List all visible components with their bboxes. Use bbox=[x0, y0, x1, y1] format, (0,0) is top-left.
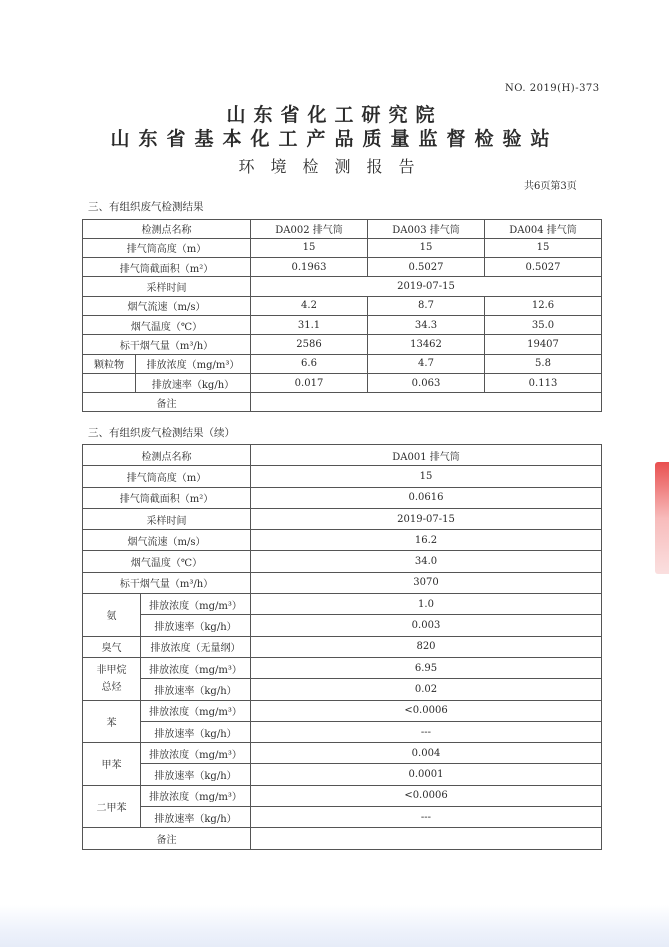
section2-title: 三、有组织废气检测结果（续） bbox=[88, 427, 235, 439]
pollutant-label: 氨 bbox=[83, 594, 141, 637]
table-row bbox=[83, 743, 602, 764]
row-label: 排气筒高度（m） bbox=[83, 238, 251, 257]
table-row bbox=[83, 551, 602, 572]
row-label: 备注 bbox=[83, 828, 251, 849]
table-row bbox=[83, 721, 602, 742]
table-cell: 4.7 bbox=[368, 354, 485, 373]
table-row bbox=[83, 594, 602, 615]
table-cell: 3070 bbox=[251, 572, 602, 593]
table-cell: 34.3 bbox=[368, 315, 485, 334]
row-label: 排放速率（kg/h） bbox=[141, 615, 251, 636]
table-cell: 31.1 bbox=[251, 315, 368, 334]
table-cell: 0.5027 bbox=[368, 258, 485, 277]
row-label: 烟气温度（℃） bbox=[83, 551, 251, 572]
table-cell: 15 bbox=[485, 238, 602, 257]
row-label: 排放浓度（mg/m³） bbox=[146, 360, 240, 372]
table-cell: 0.063 bbox=[368, 373, 485, 392]
row-label: 标干烟气量（m³/h） bbox=[83, 335, 251, 354]
row-label: 检测点名称 bbox=[83, 219, 251, 238]
table-row bbox=[83, 764, 602, 785]
row-label: 检测点名称 bbox=[83, 445, 251, 466]
row-label: 排放浓度（mg/m³） bbox=[141, 785, 251, 806]
table-cell: 15 bbox=[251, 466, 602, 487]
page-info: 共6页第3页 bbox=[524, 181, 577, 192]
table-row bbox=[83, 373, 602, 392]
row-label: 排放浓度（mg/m³） bbox=[141, 594, 251, 615]
row-label: 排放浓度（无量纲） bbox=[141, 636, 251, 657]
pollutant-label bbox=[83, 657, 141, 700]
table-cell: 1.0 bbox=[251, 594, 602, 615]
table-cell: DA003 排气筒 bbox=[368, 219, 485, 238]
table-cell: 0.003 bbox=[251, 615, 602, 636]
table-cell: 35.0 bbox=[485, 315, 602, 334]
table-row bbox=[83, 615, 602, 636]
pm-label: 颗粒物 bbox=[83, 355, 136, 373]
table-row bbox=[83, 219, 602, 238]
table-cell: 0.1963 bbox=[251, 258, 368, 277]
exhaust-results-table-1 bbox=[82, 219, 602, 412]
scan-bottom-band bbox=[0, 905, 669, 947]
table-row bbox=[83, 785, 602, 806]
table-row bbox=[83, 657, 602, 678]
note-cell bbox=[251, 828, 602, 849]
table-cell: 0.5027 bbox=[485, 258, 602, 277]
row-label: 排放浓度（mg/m³） bbox=[141, 657, 251, 678]
table-cell: --- bbox=[251, 721, 602, 742]
row-label: 排气筒高度（m） bbox=[83, 466, 251, 487]
row-label: 烟气流速（m/s） bbox=[83, 296, 251, 315]
table-cell: 2019-07-15 bbox=[251, 508, 602, 529]
table-cell: --- bbox=[251, 807, 602, 828]
table-row bbox=[83, 572, 602, 593]
table-cell: 4.2 bbox=[251, 296, 368, 315]
table-cell: 15 bbox=[251, 238, 368, 257]
table-row bbox=[83, 258, 602, 277]
table-cell: 34.0 bbox=[251, 551, 602, 572]
table-cell: DA004 排气筒 bbox=[485, 219, 602, 238]
table-row bbox=[83, 335, 602, 354]
table-cell: <0.0006 bbox=[251, 700, 602, 721]
pm-label-group bbox=[83, 354, 251, 373]
pollutant-label: 苯 bbox=[83, 700, 141, 743]
table-row bbox=[83, 445, 602, 466]
row-label: 排气筒截面积（m²） bbox=[83, 258, 251, 277]
row-label: 备注 bbox=[83, 393, 251, 412]
row-label: 采样时间 bbox=[83, 508, 251, 529]
pm-label-spacer bbox=[83, 374, 136, 392]
table-cell: <0.0006 bbox=[251, 785, 602, 806]
pollutant-label: 二甲苯 bbox=[83, 785, 141, 828]
institute-title: 山东省化工研究院 bbox=[226, 104, 443, 126]
row-label: 标干烟气量（m³/h） bbox=[83, 572, 251, 593]
table-cell: 12.6 bbox=[485, 296, 602, 315]
note-cell bbox=[251, 393, 602, 412]
table-cell: 2019-07-15 bbox=[251, 277, 602, 296]
table-row bbox=[83, 530, 602, 551]
table-cell: 6.6 bbox=[251, 354, 368, 373]
table-row bbox=[83, 807, 602, 828]
row-label: 排放速率（kg/h） bbox=[141, 807, 251, 828]
row-label: 排气筒截面积（m²） bbox=[83, 487, 251, 508]
section1-title: 三、有组织废气检测结果 bbox=[88, 201, 204, 213]
table-row bbox=[83, 277, 602, 296]
table-row bbox=[83, 487, 602, 508]
pollutant-label: 甲苯 bbox=[83, 743, 141, 786]
table-row bbox=[83, 296, 602, 315]
table-row bbox=[83, 354, 602, 373]
report-number: NO. 2019(H)-373 bbox=[505, 83, 600, 94]
pollutant-label-text: 非甲烷总烃 bbox=[96, 664, 127, 693]
table-row bbox=[83, 238, 602, 257]
row-label: 烟气温度（℃） bbox=[83, 315, 251, 334]
row-label: 采样时间 bbox=[83, 277, 251, 296]
row-label: 烟气流速（m/s） bbox=[83, 530, 251, 551]
row-label: 排放速率（kg/h） bbox=[141, 721, 251, 742]
table-cell: 16.2 bbox=[251, 530, 602, 551]
table-cell: 0.0001 bbox=[251, 764, 602, 785]
table-cell: DA002 排气筒 bbox=[251, 219, 368, 238]
table-row bbox=[83, 315, 602, 334]
row-label: 排放浓度（mg/m³） bbox=[141, 743, 251, 764]
table-row bbox=[83, 508, 602, 529]
table-cell: 820 bbox=[251, 636, 602, 657]
row-label: 排放速率（kg/h） bbox=[141, 679, 251, 700]
report-title: 环境检测报告 bbox=[238, 157, 431, 176]
table-row bbox=[83, 700, 602, 721]
table-cell: 0.02 bbox=[251, 679, 602, 700]
seal-stamp-edge bbox=[655, 462, 669, 574]
station-title: 山东省基本化工产品质量监督检验站 bbox=[110, 128, 559, 150]
table-row bbox=[83, 828, 602, 849]
exhaust-results-table-2 bbox=[82, 444, 602, 850]
table-cell: 2586 bbox=[251, 335, 368, 354]
pm-label-group bbox=[83, 373, 251, 392]
table-cell: 6.95 bbox=[251, 657, 602, 678]
table-cell: 15 bbox=[368, 238, 485, 257]
table-cell: 8.7 bbox=[368, 296, 485, 315]
table-cell: 0.0616 bbox=[251, 487, 602, 508]
row-label: 排放速率（kg/h） bbox=[151, 379, 235, 391]
table-row bbox=[83, 636, 602, 657]
table-row bbox=[83, 679, 602, 700]
table-cell: 13462 bbox=[368, 335, 485, 354]
table-cell: 0.017 bbox=[251, 373, 368, 392]
table-cell: DA001 排气筒 bbox=[251, 445, 602, 466]
table-row bbox=[83, 466, 602, 487]
row-label: 排放速率（kg/h） bbox=[141, 764, 251, 785]
table-row bbox=[83, 393, 602, 412]
table-cell: 0.004 bbox=[251, 743, 602, 764]
table-cell: 5.8 bbox=[485, 354, 602, 373]
table-cell: 19407 bbox=[485, 335, 602, 354]
pollutant-label: 臭气 bbox=[83, 636, 141, 657]
row-label: 排放浓度（mg/m³） bbox=[141, 700, 251, 721]
table-cell: 0.113 bbox=[485, 373, 602, 392]
